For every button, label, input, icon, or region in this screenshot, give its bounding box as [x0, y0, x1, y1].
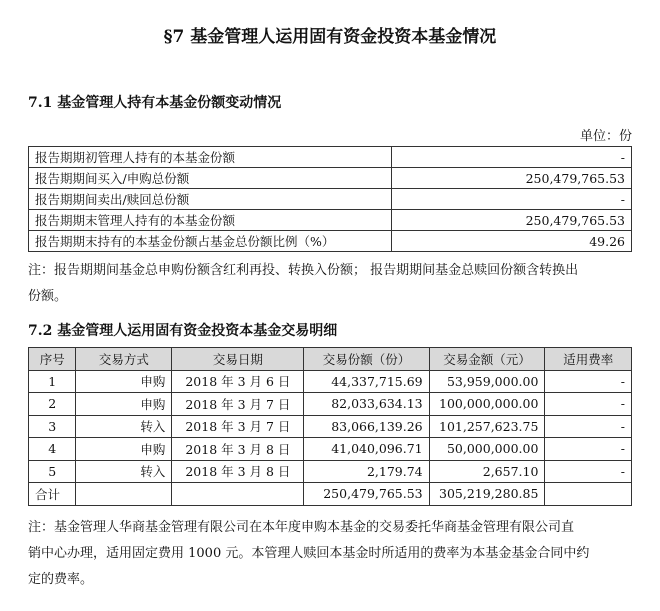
- table-cell: 申购: [76, 438, 172, 461]
- table-cell: -: [545, 415, 632, 438]
- table-cell: [172, 483, 304, 506]
- table-cell: 2018 年 3 月 8 日: [172, 460, 304, 483]
- table-cell: 2,179.74: [304, 460, 429, 483]
- table-cell: 2,657.10: [429, 460, 545, 483]
- table-row: [29, 168, 632, 189]
- table-cell: 3: [29, 415, 76, 438]
- heading-7-1: 7.1 基金管理人持有本基金份额变动情况: [28, 95, 282, 111]
- table-cell: 50,000,000.00: [429, 438, 545, 461]
- table-row: [29, 189, 632, 210]
- table-cell: 100,000,000.00: [429, 393, 545, 416]
- row-label: 报告期期间买入/申购总份额: [29, 168, 392, 189]
- note-line: 注：报告期期间基金总申购份额含红利再投、转换入份额； 报告期期间基金总赎回份额含转换出: [28, 263, 579, 278]
- section-title: §7 基金管理人运用固有资金投资本基金情况: [163, 27, 497, 47]
- table-row: [29, 438, 632, 461]
- header-row: [29, 348, 632, 371]
- transaction-table: [28, 347, 632, 506]
- table-cell: 250,479,765.53: [304, 483, 429, 506]
- table-row: [29, 210, 632, 231]
- column-header: 交易份额（份）: [304, 348, 429, 371]
- table-cell: 2018 年 3 月 6 日: [172, 370, 304, 393]
- note-line: 份额。: [28, 289, 68, 304]
- total-row: [29, 483, 632, 506]
- table-row: [29, 393, 632, 416]
- table-cell: 转入: [76, 415, 172, 438]
- note-line: 注：基金管理人华商基金管理有限公司在本年度申购本基金的交易委托华商基金管理有限公司直: [28, 520, 575, 535]
- table-row: [29, 460, 632, 483]
- table-cell: 合计: [29, 483, 76, 506]
- row-value: 250,479,765.53: [392, 210, 632, 231]
- row-value: -: [392, 147, 632, 168]
- table-cell: 4: [29, 438, 76, 461]
- column-header: 交易日期: [172, 348, 304, 371]
- table-cell: 1: [29, 370, 76, 393]
- table-cell: 转入: [76, 460, 172, 483]
- heading-7-2: 7.2 基金管理人运用固有资金投资本基金交易明细: [28, 323, 338, 339]
- column-header: 适用费率: [545, 348, 632, 371]
- table-cell: 2018 年 3 月 7 日: [172, 415, 304, 438]
- note-7-2: [28, 515, 636, 593]
- row-label: 报告期期间卖出/赎回总份额: [29, 189, 392, 210]
- note-line: 定的费率。: [28, 572, 94, 587]
- table-cell: -: [545, 460, 632, 483]
- row-value: 49.26: [392, 231, 632, 252]
- table-cell: 82,033,634.13: [304, 393, 429, 416]
- table-cell: -: [545, 370, 632, 393]
- table-row: [29, 231, 632, 252]
- table-cell: 2018 年 3 月 7 日: [172, 393, 304, 416]
- table-cell: 5: [29, 460, 76, 483]
- table-cell: 53,959,000.00: [429, 370, 545, 393]
- table-cell: 44,337,715.69: [304, 370, 429, 393]
- column-header: 交易方式: [76, 348, 172, 371]
- note-line: 销中心办理，适用固定费用 1000 元。本管理人赎回本基金时所适用的费率为本基金基金合同中约: [28, 546, 590, 561]
- table-cell: -: [545, 393, 632, 416]
- row-value: -: [392, 189, 632, 210]
- table-cell: [76, 483, 172, 506]
- column-header: 交易金额（元）: [429, 348, 545, 371]
- table-row: [29, 370, 632, 393]
- table-cell: -: [545, 438, 632, 461]
- table-cell: 申购: [76, 370, 172, 393]
- table-cell: [545, 483, 632, 506]
- table-cell: 41,040,096.71: [304, 438, 429, 461]
- table-cell: 2018 年 3 月 8 日: [172, 438, 304, 461]
- row-value: 250,479,765.53: [392, 168, 632, 189]
- holding-change-table: [28, 146, 632, 252]
- table-cell: 101,257,623.75: [429, 415, 545, 438]
- table-cell: 申购: [76, 393, 172, 416]
- column-header: 序号: [29, 348, 76, 371]
- table-row: [29, 415, 632, 438]
- row-label: 报告期期末持有的本基金份额占基金总份额比例（%）: [29, 231, 392, 252]
- table-cell: 2: [29, 393, 76, 416]
- table-cell: 83,066,139.26: [304, 415, 429, 438]
- unit-label: 单位：份: [579, 129, 632, 144]
- table-cell: 305,219,280.85: [429, 483, 545, 506]
- table-row: [29, 147, 632, 168]
- row-label: 报告期期末管理人持有的本基金份额: [29, 210, 392, 231]
- note-7-1: [28, 258, 636, 310]
- row-label: 报告期期初管理人持有的本基金份额: [29, 147, 392, 168]
